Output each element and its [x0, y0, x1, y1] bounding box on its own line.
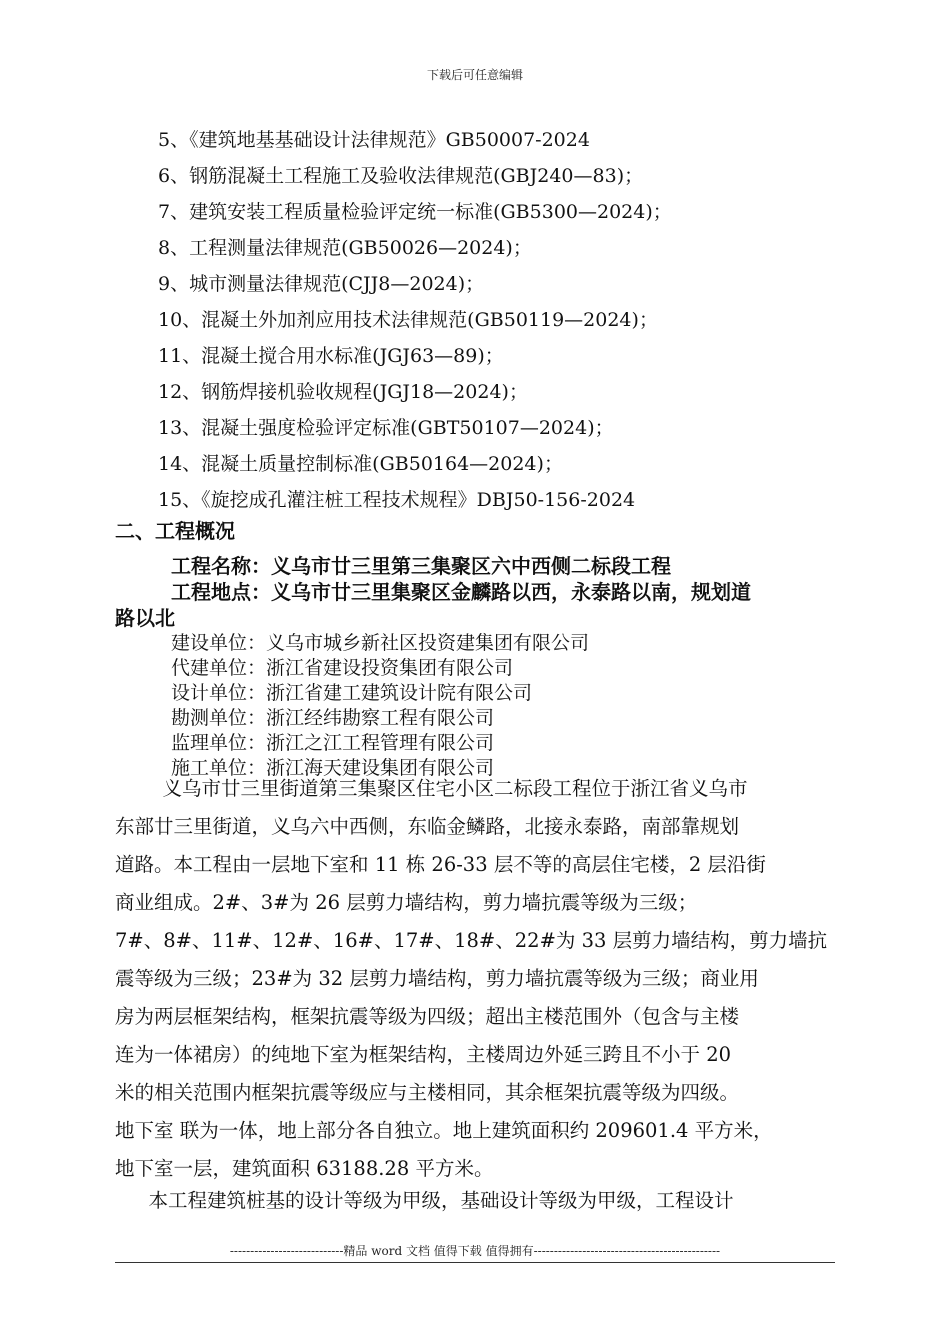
- project-info: [115, 553, 845, 781]
- paragraph-line: 道路。本工程由一层地下室和 11 栋 26-33 层不等的高层住宅楼，2 层沿街: [115, 853, 766, 876]
- reference-list: [158, 122, 858, 518]
- reference-item: 9、城市测量法律规范(CJJ8—2024)；: [158, 273, 485, 295]
- page-footer: ----------------------------精品 word 文档 值得下载 值得拥有----------------------------------------------: [229, 1244, 721, 1258]
- reference-item: 15、《旋挖成孔灌注桩工程技术规程》DBJ50-156-2024: [158, 489, 636, 511]
- reference-item: 12、钢筋焊接机验收规程(JGJ18—2024)；: [158, 381, 528, 403]
- reference-item: 5、《建筑地基基础设计法律规范》GB50007-2024: [158, 129, 590, 151]
- reference-item: 7、建筑安装工程质量检验评定统一标准(GB5300—2024)；: [158, 201, 672, 223]
- paragraph-line: 地下室一层，建筑面积 63188.28 平方米。: [115, 1157, 494, 1180]
- foundation-paragraph: [115, 1182, 845, 1220]
- unit-line: 建设单位：义乌市城乡新社区投资建集团有限公司: [171, 632, 590, 654]
- paragraph-line: 米的相关范围内框架抗震等级应与主楼相同，其余框架抗震等级为四级。: [115, 1081, 740, 1104]
- paragraph-line: 东部廿三里街道，义乌六中西侧，东临金鳞路，北接永泰路，南部靠规划: [115, 815, 740, 838]
- paragraph-line: 商业组成。2#、3#为 26 层剪力墙结构，剪力墙抗震等级为三级；: [115, 891, 698, 914]
- unit-line: 代建单位：浙江省建设投资集团有限公司: [171, 657, 514, 679]
- unit-line: 勘测单位：浙江经纬勘察工程有限公司: [171, 707, 495, 729]
- overview-paragraph: [115, 770, 845, 1188]
- page-header: 下载后可任意编辑: [426, 68, 523, 82]
- section-heading: 二、工程概况: [115, 519, 235, 543]
- project-name: 工程名称：义乌市廿三里第三集聚区六中西侧二标段工程: [171, 554, 671, 578]
- reference-item: 13、混凝土强度检验评定标准(GBT50107—2024)；: [158, 417, 614, 439]
- unit-line: 施工单位：浙江海天建设集团有限公司: [171, 757, 495, 779]
- paragraph-line: 义乌市廿三里街道第三集聚区住宅小区二标段工程位于浙江省义乌市: [143, 777, 748, 800]
- paragraph-line: 7#、8#、11#、12#、16#、17#、18#、22#为 33 层剪力墙结构，剪力墙抗: [115, 929, 828, 952]
- reference-item: 11、混凝土搅合用水标准(JGJ63—89)；: [158, 345, 504, 367]
- paragraph-line: 房为两层框架结构，框架抗震等级为四级；超出主楼范围外（包含与主楼: [115, 1005, 740, 1028]
- unit-line: 监理单位：浙江之江工程管理有限公司: [171, 732, 495, 754]
- paragraph-line: 本工程建筑桩基的设计等级为甲级，基础设计等级为甲级，工程设计: [129, 1189, 734, 1212]
- paragraph-line: 震等级为三级；23#为 32 层剪力墙结构，剪力墙抗震等级为三级；商业用: [115, 967, 759, 990]
- project-location-continued: 路以北: [115, 606, 175, 630]
- footer-divider: [115, 1262, 835, 1263]
- reference-item: 14、混凝土质量控制标准(GB50164—2024)；: [158, 453, 563, 475]
- reference-item: 8、工程测量法律规范(GB50026—2024)；: [158, 237, 532, 259]
- paragraph-line: 地下室 联为一体，地上部分各自独立。地上建筑面积约 209601.4 平方米，: [115, 1119, 773, 1142]
- project-location: 工程地点：义乌市廿三里集聚区金麟路以西，永泰路以南，规划道: [171, 580, 751, 604]
- paragraph-line: 连为一体裙房）的纯地下室为框架结构，主楼周边外延三跨且不小于 20: [115, 1043, 732, 1066]
- unit-line: 设计单位：浙江省建工建筑设计院有限公司: [171, 682, 533, 704]
- reference-item: 10、混凝土外加剂应用技术法律规范(GB50119—2024)；: [158, 309, 658, 331]
- reference-item: 6、钢筋混凝土工程施工及验收法律规范(GBJ240—83)；: [158, 165, 644, 187]
